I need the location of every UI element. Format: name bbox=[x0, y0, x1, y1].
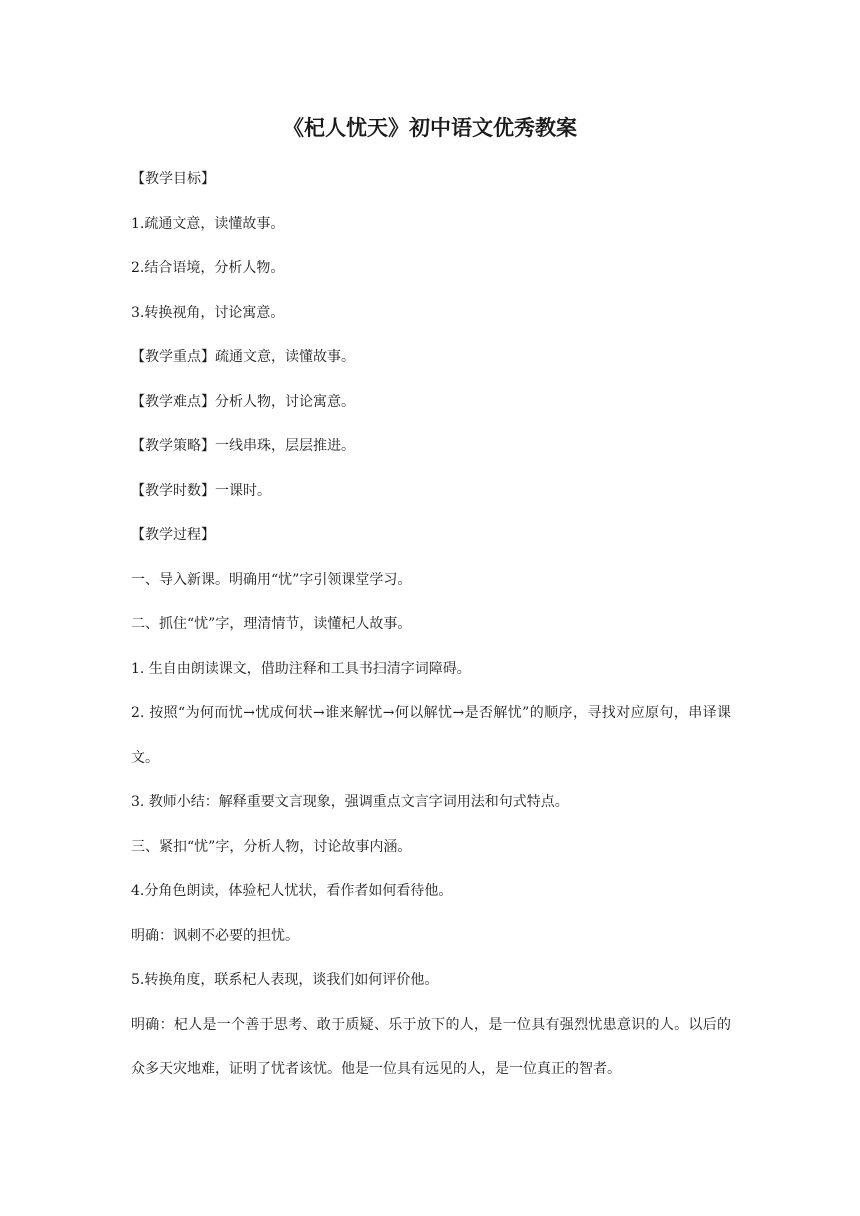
section-heading-process: 【教学过程】 bbox=[131, 527, 215, 543]
process-substep: 2. 按照“为何而忧→忧成何状→谁来解忧→何以解忧→是否解忧”的顺序，寻找对应原句，串译课文。 bbox=[131, 705, 731, 766]
class-hours-paragraph: 【教学时数】一课时。 bbox=[131, 482, 271, 499]
clarification-paragraph: 明确：讽刺不必要的担忧。 bbox=[131, 927, 299, 944]
process-step: 一、导入新课。明确用“忧”字引领课堂学习。 bbox=[131, 571, 412, 588]
process-substep: 4.分角色朗读，体验杞人忧状，看作者如何看待他。 bbox=[131, 883, 453, 899]
objective-item: 2.结合语境，分析人物。 bbox=[131, 260, 285, 276]
objective-item: 3.转换视角，讨论寓意。 bbox=[131, 304, 285, 321]
section-heading-objectives: 【教学目标】 bbox=[131, 171, 215, 187]
process-substep: 1. 生自由朗读课文，借助注释和工具书扫清字词障碍。 bbox=[131, 660, 471, 677]
key-points-paragraph: 【教学重点】疏通文意，读懂故事。 bbox=[131, 349, 355, 365]
process-substep: 5.转换角度，联系杞人表现，谈我们如何评价他。 bbox=[131, 972, 439, 988]
process-step: 二、抓住“忧”字，理清情节，读懂杞人故事。 bbox=[131, 616, 412, 632]
process-step: 三、紧扣“忧”字，分析人物，讨论故事内涵。 bbox=[131, 838, 412, 855]
difficulties-paragraph: 【教学难点】分析人物，讨论寓意。 bbox=[131, 393, 355, 410]
clarification-paragraph: 明确：杞人是一个善于思考、敢于质疑、乐于放下的人，是一位具有强烈忧患意识的人。以后的众多天灾地难，证明了忧者该忧。他是一位具有远见的人，是一位真正的智者。 bbox=[131, 1016, 731, 1077]
process-substep: 3. 教师小结：解释重要文言现象，强调重点文言字词用法和句式特点。 bbox=[131, 794, 569, 810]
document-title: 《杞人忧天》初中语文优秀教案 bbox=[283, 115, 577, 140]
strategy-paragraph: 【教学策略】一线串珠，层层推进。 bbox=[131, 438, 355, 454]
document-body bbox=[131, 157, 731, 1092]
objective-item: 1.疏通文意，读懂故事。 bbox=[131, 215, 285, 232]
